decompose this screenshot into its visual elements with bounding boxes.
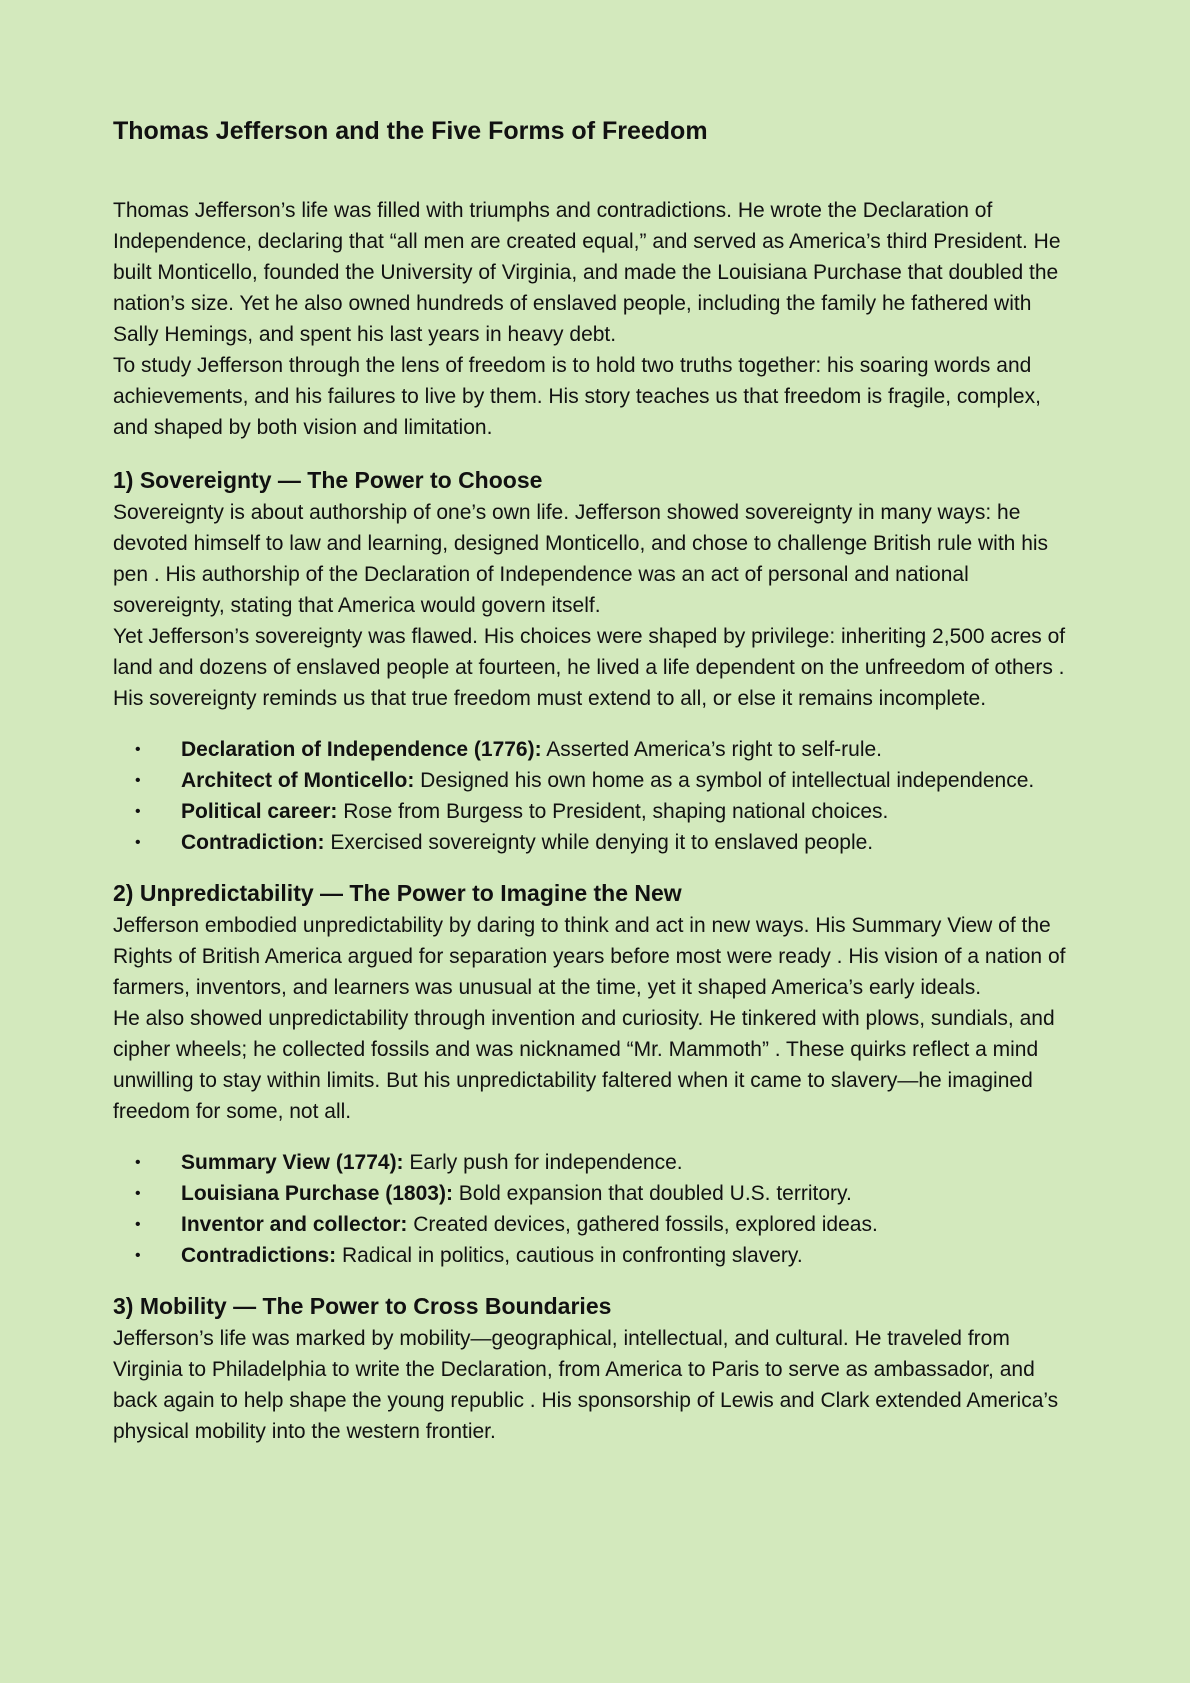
list-item-text: Exercised sovereignty while denying it to enslaved people. bbox=[324, 831, 874, 854]
section-heading-mobility: 3) Mobility — The Power to Cross Boundaries bbox=[113, 1293, 612, 1319]
section-paragraph: Sovereignty is about authorship of one’s own life. Jefferson showed sovereignty in many ways: he devoted himself to law and learning, designed Monticello, and chose to challenge British rule with his pen . His authorship of the Declaration of Independence was an act of personal and national sovereignty, stating that America would govern itself. bbox=[113, 501, 1049, 617]
bullet-icon: • bbox=[135, 772, 141, 789]
list-item-label: Contradiction: bbox=[181, 831, 325, 854]
document-title: Thomas Jefferson and the Five Forms of Freedom bbox=[113, 117, 708, 145]
section-heading-unpredictability: 2) Unpredictability — The Power to Imagine the New bbox=[113, 880, 682, 906]
list-item-text: Radical in politics, cautious in confronting slavery. bbox=[336, 1244, 803, 1267]
bullet-list-unpredictability bbox=[113, 1147, 1077, 1271]
list-item-label: Louisiana Purchase (1803): bbox=[181, 1182, 453, 1205]
list-item-label: Summary View (1774): bbox=[181, 1151, 404, 1174]
list-item-label: Political career: bbox=[181, 800, 338, 823]
bullet-icon: • bbox=[135, 834, 141, 851]
list-item bbox=[113, 1147, 1077, 1178]
list-item bbox=[113, 1209, 1077, 1240]
section-paragraph: He also showed unpredictability through invention and curiosity. He tinkered with plows, sundials, and cipher wheels; he collected fossils and was nicknamed “Mr. Mammoth” . These quirks reflect a mind unwilling to stay within limits. But his unpredictability faltered when it came to slavery—he imagined freedom for some, not all. bbox=[113, 1007, 1055, 1123]
list-item-label: Architect of Monticello: bbox=[181, 769, 415, 792]
list-item bbox=[113, 796, 1077, 827]
list-item-label: Inventor and collector: bbox=[181, 1213, 408, 1236]
bullet-icon: • bbox=[135, 1216, 141, 1233]
section-heading-sovereignty: 1) Sovereignty — The Power to Choose bbox=[113, 467, 543, 493]
bullet-icon: • bbox=[135, 741, 141, 758]
bullet-icon: • bbox=[135, 1185, 141, 1202]
list-item bbox=[113, 1240, 1077, 1271]
list-item-text: Asserted America’s right to self-rule. bbox=[541, 738, 883, 761]
list-item-text: Rose from Burgess to President, shaping national choices. bbox=[337, 800, 889, 823]
bullet-icon: • bbox=[135, 1247, 141, 1264]
section-paragraph: Yet Jefferson’s sovereignty was flawed. His choices were shaped by privilege: inheriting 2,500 acres of land and dozens of enslaved people at fourteen, he lived a life dependent on the unfreedom of others . His sovereignty reminds us that true freedom must extend to all, or else it remains incomplete. bbox=[113, 625, 1066, 710]
list-item bbox=[113, 765, 1077, 796]
bullet-icon: • bbox=[135, 1154, 141, 1171]
section-paragraph: Jefferson’s life was marked by mobility—geographical, intellectual, and cultural. He traveled from Virginia to Philadelphia to write the Declaration, from America to Paris to serve as ambassador, and back again to help shape the young republic . His sponsorship of Lewis and Clark extended America’s physical mobility into the western frontier. bbox=[113, 1327, 1059, 1443]
list-item bbox=[113, 734, 1077, 765]
list-item-text: Designed his own home as a symbol of intellectual independence. bbox=[414, 769, 1035, 792]
intro-paragraph-2: To study Jefferson through the lens of freedom is to hold two truths together: his soaring words and achievements, and his failures to live by them. His story teaches us that freedom is fragile, complex, and shaped by both vision and limitation. bbox=[113, 354, 1041, 439]
bullet-list-sovereignty bbox=[113, 734, 1077, 858]
intro-paragraph-1: Thomas Jefferson’s life was filled with triumphs and contradictions. He wrote the Declaration of Independence, declaring that “all men are created equal,” and served as America’s third President. He built Monticello, founded the University of Virginia, and made the Louisiana Purchase that doubled the nation’s size. Yet he also owned hundreds of enslaved people, including the family he fathered with Sally Hemings, and spent his last years in heavy debt. bbox=[113, 199, 1061, 346]
list-item-label: Contradictions: bbox=[181, 1244, 337, 1267]
list-item-text: Bold expansion that doubled U.S. territory. bbox=[452, 1182, 852, 1205]
list-item-text: Created devices, gathered fossils, explored ideas. bbox=[407, 1213, 878, 1236]
list-item bbox=[113, 1178, 1077, 1209]
list-item bbox=[113, 827, 1077, 858]
list-item-text: Early push for independence. bbox=[403, 1151, 683, 1174]
list-item-label: Declaration of Independence (1776): bbox=[181, 738, 542, 761]
section-paragraph: Jefferson embodied unpredictability by daring to think and act in new ways. His Summary View of the Rights of British America argued for separation years before most were ready . His vision of a nation of farmers, inventors, and learners was unusual at the time, yet it shaped America’s early ideals. bbox=[113, 914, 1066, 999]
bullet-icon: • bbox=[135, 803, 141, 820]
